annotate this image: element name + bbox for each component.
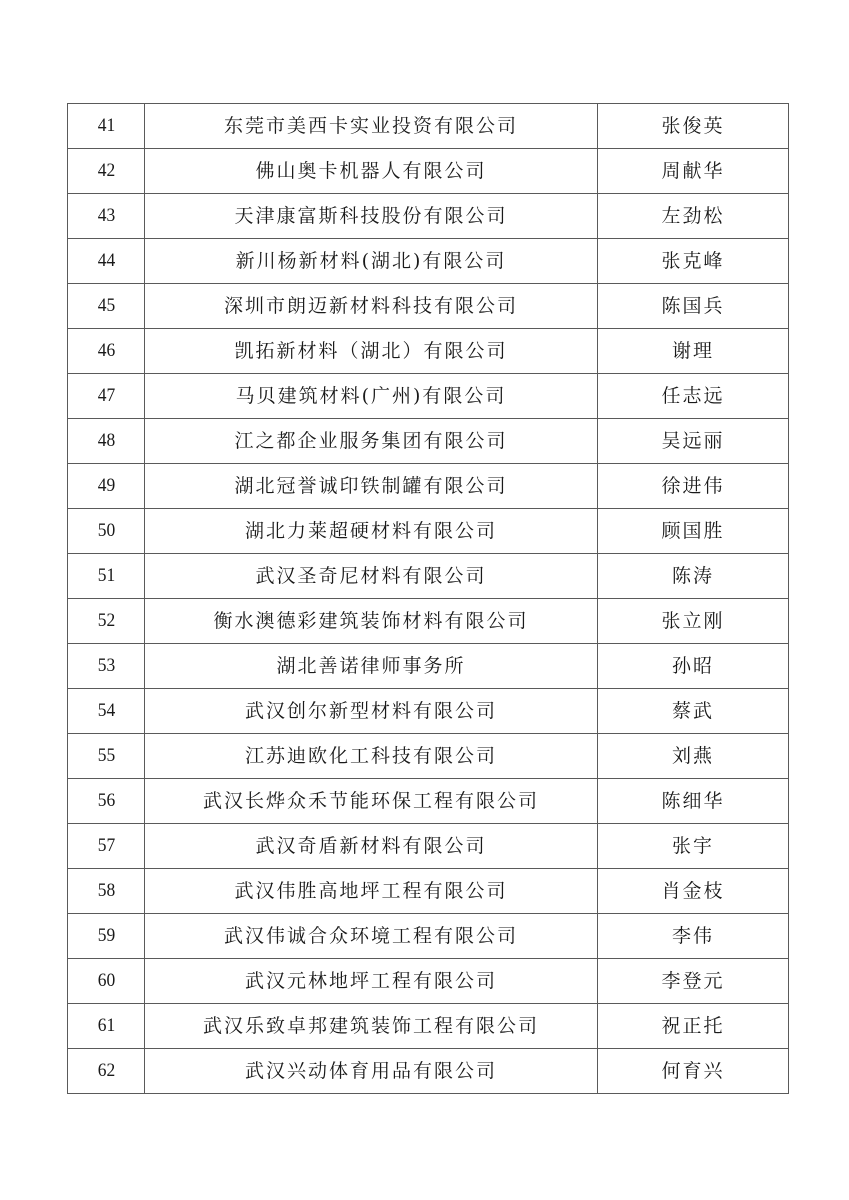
contact-person: 顾国胜 xyxy=(598,509,789,554)
table-row xyxy=(68,689,789,734)
table-row xyxy=(68,869,789,914)
row-number: 53 xyxy=(71,644,142,689)
company-name: 新川杨新材料(湖北)有限公司 xyxy=(145,239,598,284)
contact-person: 张俊英 xyxy=(598,104,789,149)
row-number: 56 xyxy=(71,779,142,824)
company-name: 江之都企业服务集团有限公司 xyxy=(145,419,598,464)
contact-person: 张宇 xyxy=(598,824,789,869)
company-name: 天津康富斯科技股份有限公司 xyxy=(145,194,598,239)
contact-person: 吴远丽 xyxy=(598,419,789,464)
row-number: 49 xyxy=(71,464,142,509)
row-number: 46 xyxy=(71,329,142,374)
contact-person: 左劲松 xyxy=(598,194,789,239)
company-name: 佛山奥卡机器人有限公司 xyxy=(145,149,598,194)
member-list-table xyxy=(67,103,789,1094)
table-row xyxy=(68,374,789,419)
table-row xyxy=(68,779,789,824)
company-name: 武汉元林地坪工程有限公司 xyxy=(145,959,598,1004)
table-row xyxy=(68,419,789,464)
contact-person: 谢理 xyxy=(598,329,789,374)
row-number: 54 xyxy=(71,689,142,734)
row-number: 52 xyxy=(71,599,142,644)
contact-person: 蔡武 xyxy=(598,689,789,734)
company-name: 马贝建筑材料(广州)有限公司 xyxy=(145,374,598,419)
row-number: 55 xyxy=(71,734,142,779)
table-row xyxy=(68,509,789,554)
table-row xyxy=(68,599,789,644)
table-row xyxy=(68,824,789,869)
row-number: 57 xyxy=(71,824,142,869)
row-number: 51 xyxy=(71,554,142,599)
row-number: 60 xyxy=(71,959,142,1004)
company-name: 湖北力莱超硬材料有限公司 xyxy=(145,509,598,554)
company-name: 深圳市朗迈新材料科技有限公司 xyxy=(145,284,598,329)
row-number: 58 xyxy=(71,869,142,914)
row-number: 44 xyxy=(71,239,142,284)
table-row xyxy=(68,329,789,374)
contact-person: 何育兴 xyxy=(598,1049,789,1094)
company-name: 湖北善诺律师事务所 xyxy=(145,644,598,689)
contact-person: 李登元 xyxy=(598,959,789,1004)
company-name: 武汉长烨众禾节能环保工程有限公司 xyxy=(145,779,598,824)
contact-person: 肖金枝 xyxy=(598,869,789,914)
company-name: 湖北冠誉诚印铁制罐有限公司 xyxy=(145,464,598,509)
table-row xyxy=(68,1049,789,1094)
table-body xyxy=(68,104,789,1094)
table-row xyxy=(68,554,789,599)
contact-person: 张克峰 xyxy=(598,239,789,284)
table-row xyxy=(68,149,789,194)
row-number: 41 xyxy=(71,104,142,149)
company-name: 江苏迪欧化工科技有限公司 xyxy=(145,734,598,779)
contact-person: 陈细华 xyxy=(598,779,789,824)
row-number: 50 xyxy=(71,509,142,554)
contact-person: 陈国兵 xyxy=(598,284,789,329)
contact-person: 祝正托 xyxy=(598,1004,789,1049)
table-row xyxy=(68,194,789,239)
company-name: 武汉奇盾新材料有限公司 xyxy=(145,824,598,869)
table-row xyxy=(68,104,789,149)
table-row xyxy=(68,734,789,779)
table-row xyxy=(68,914,789,959)
company-name: 武汉伟诚合众环境工程有限公司 xyxy=(145,914,598,959)
table-row xyxy=(68,959,789,1004)
table-row xyxy=(68,239,789,284)
row-number: 62 xyxy=(71,1049,142,1094)
row-number: 42 xyxy=(71,149,142,194)
row-number: 43 xyxy=(71,194,142,239)
company-name: 凯拓新材料（湖北）有限公司 xyxy=(145,329,598,374)
row-number: 47 xyxy=(71,374,142,419)
row-number: 59 xyxy=(71,914,142,959)
company-name: 武汉兴动体育用品有限公司 xyxy=(145,1049,598,1094)
row-number: 61 xyxy=(71,1004,142,1049)
row-number: 48 xyxy=(71,419,142,464)
table-row xyxy=(68,644,789,689)
contact-person: 周献华 xyxy=(598,149,789,194)
table-row xyxy=(68,1004,789,1049)
contact-person: 徐进伟 xyxy=(598,464,789,509)
row-number: 45 xyxy=(71,284,142,329)
contact-person: 陈涛 xyxy=(598,554,789,599)
company-name: 武汉乐致卓邦建筑装饰工程有限公司 xyxy=(145,1004,598,1049)
company-name: 武汉创尔新型材料有限公司 xyxy=(145,689,598,734)
company-name: 东莞市美西卡实业投资有限公司 xyxy=(145,104,598,149)
company-name: 武汉伟胜高地坪工程有限公司 xyxy=(145,869,598,914)
table-row xyxy=(68,464,789,509)
contact-person: 刘燕 xyxy=(598,734,789,779)
contact-person: 孙昭 xyxy=(598,644,789,689)
company-name: 武汉圣奇尼材料有限公司 xyxy=(145,554,598,599)
contact-person: 任志远 xyxy=(598,374,789,419)
table-row xyxy=(68,284,789,329)
contact-person: 李伟 xyxy=(598,914,789,959)
company-name: 衡水澳德彩建筑装饰材料有限公司 xyxy=(145,599,598,644)
contact-person: 张立刚 xyxy=(598,599,789,644)
